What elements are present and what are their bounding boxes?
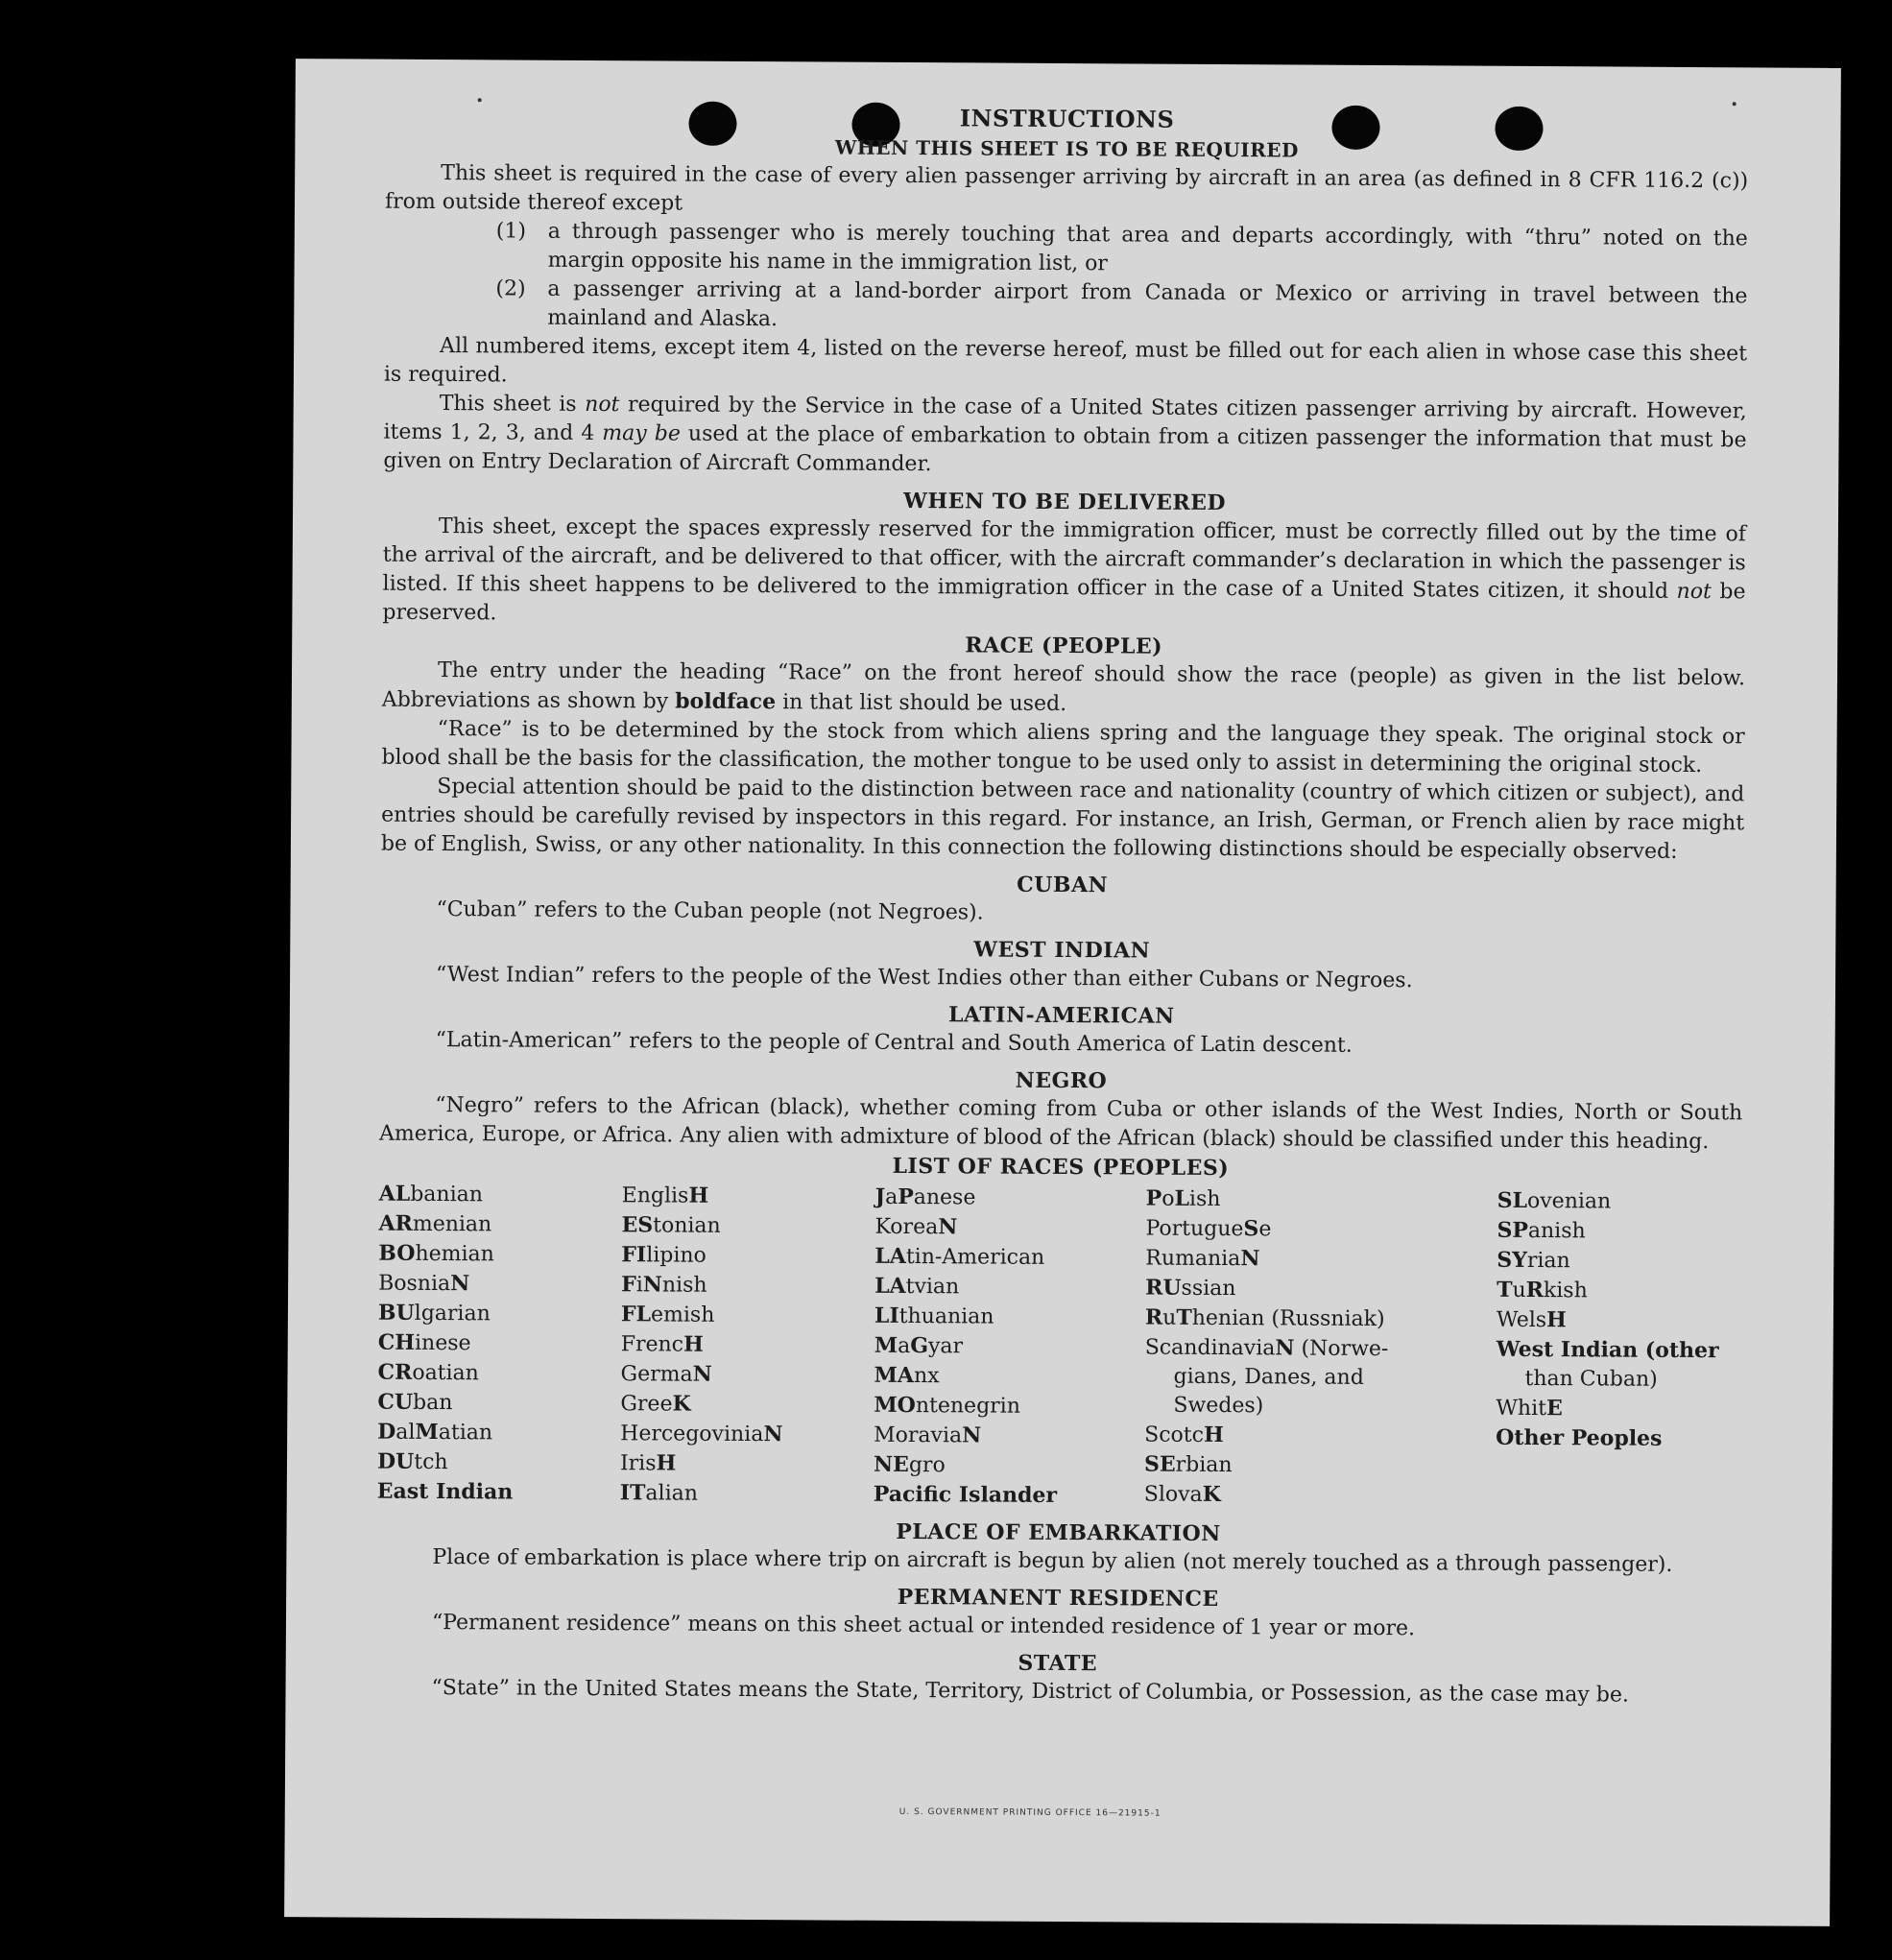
- race-entry: SlovaK: [1143, 1481, 1221, 1508]
- race-entry: SErbian: [1143, 1451, 1233, 1478]
- race-entry: gians, Danes, and: [1173, 1364, 1364, 1390]
- embarkation-text: Place of embarkation is place where trip on aircraft is begun by alien (not merely touched as a through passenger).: [432, 1545, 1673, 1577]
- race-entry: FLemish: [620, 1302, 715, 1327]
- race-entry: Pacific Islander: [873, 1481, 1058, 1508]
- race-entry: GermaN: [620, 1361, 712, 1387]
- item-number: (2): [495, 276, 526, 301]
- distinctions: [379, 867, 1744, 1158]
- item-text: a passenger arriving at a land-border airport from Canada or Mexico or arriving in travel between the mainland and Alaska.: [547, 276, 1748, 332]
- distinction-heading: LATIN-AMERICAN: [947, 1002, 1175, 1029]
- race-list-heading: LIST OF RACES (PEOPLES): [892, 1153, 1230, 1182]
- race-entry: CHinese: [377, 1329, 471, 1356]
- race-entry: FIlipino: [621, 1242, 707, 1268]
- numbered-items-paragraph: All numbered items, except item 4, listed on the reverse hereof, must be filled out for each alien in whose case this sheet is required.: [383, 334, 1748, 388]
- race-entry: West Indian (other: [1496, 1336, 1719, 1364]
- race-entry: WhitE: [1496, 1396, 1563, 1422]
- when-required-intro: This sheet is required in the case of every alien passenger arriving by aircraft in an area (as defined in 8 CFR 116.2 (c)) from outside thereof except: [384, 161, 1749, 216]
- race-entry: PoLish: [1145, 1185, 1221, 1212]
- race-entry: KoreaN: [874, 1214, 958, 1240]
- distinction-text: “Cuban” refers to the Cuban people (not Negroes).: [436, 897, 984, 925]
- race-column: [1144, 1184, 1497, 1514]
- race-entry: CUban: [377, 1389, 453, 1416]
- race-entry: MaGyar: [874, 1332, 964, 1359]
- race-entry: SPanish: [1497, 1217, 1586, 1244]
- race-entry: BOhemian: [378, 1240, 494, 1267]
- item-text: a through passenger who is merely touching that area and departs accordingly, with “thru” noted on the margin opposite his name in the immigration list, or: [547, 219, 1748, 276]
- citizen-paragraph: This sheet is not required by the Service in the case of a United States citizen passenger arriving by aircraft. However, items 1, 2, 3, and 4 may be used at the place of embarkation to obtain from a citizen passenger the information that must be given on Entry Declaration of Aircraft Commander.: [383, 392, 1747, 477]
- race-entry: ALbanian: [378, 1181, 484, 1207]
- race-entry: LAtvian: [874, 1273, 960, 1300]
- when-required-heading: WHEN THIS SHEET IS TO BE REQUIRED: [834, 135, 1299, 162]
- when-delivered-heading: WHEN TO BE DELIVERED: [903, 488, 1227, 516]
- race-entry: East Indian: [376, 1478, 514, 1505]
- race-column: [377, 1180, 622, 1509]
- race-entry: HercegoviniaN: [620, 1422, 783, 1447]
- exception-item: [496, 217, 1748, 282]
- race-entry: LAtin-American: [874, 1243, 1045, 1270]
- item-number: (1): [495, 219, 527, 244]
- race-entry: SYrian: [1497, 1247, 1570, 1274]
- race-entry: SLovenian: [1497, 1187, 1612, 1214]
- speck: [1733, 102, 1736, 106]
- race-paragraph: “Race” is to be determined by the stock from which aliens spring and the language they speak. The original stock or blood shall be the basis for the classification, the mother tongue to be used only to assist in determining the original stock.: [381, 717, 1745, 778]
- race-entry: RUssian: [1145, 1275, 1236, 1302]
- race-entry: Other Peoples: [1496, 1424, 1663, 1451]
- race-entry: ScandinaviaN (Norwe-: [1144, 1335, 1389, 1362]
- race-column: [874, 1183, 1146, 1512]
- race-entry: MAnx: [874, 1362, 940, 1389]
- race-list: [377, 1180, 1742, 1516]
- race-entry: ScotcH: [1144, 1422, 1224, 1448]
- distinction-text: “Latin-American” refers to the people of Central and South America of Latin descent.: [435, 1028, 1353, 1058]
- embarkation-heading: PLACE OF EMBARKATION: [896, 1518, 1221, 1547]
- race-column: [620, 1181, 875, 1510]
- race-entry: TuRkish: [1497, 1277, 1588, 1303]
- state-heading: STATE: [1018, 1650, 1098, 1677]
- race-entry: EStonian: [621, 1212, 721, 1238]
- race-entry: ITalian: [619, 1480, 699, 1506]
- state-text: “State” in the United States means the State, Territory, District of Columbia, or Possession, as the case may be.: [431, 1675, 1630, 1708]
- race-entry: Swedes): [1173, 1393, 1264, 1419]
- race-entry: GreeK: [620, 1391, 691, 1417]
- race-entry: ARmenian: [378, 1210, 492, 1237]
- race-paragraph: The entry under the heading “Race” on the front hereof should show the race (people) as given in the list below. Abbreviations as shown by boldface in that list should be used.: [381, 658, 1746, 717]
- instructions-title: INSTRUCTIONS: [959, 104, 1175, 133]
- race-entry: EnglisH: [621, 1183, 709, 1208]
- race-entry: IrisH: [619, 1450, 677, 1476]
- race-entry: RuThenian (Russniak): [1144, 1304, 1385, 1332]
- race-column: [1496, 1186, 1742, 1516]
- race-entry: WelsH: [1496, 1307, 1567, 1333]
- race-entry: JaPanese: [874, 1183, 976, 1210]
- printing-office-footer: U. S. GOVERNMENT PRINTING OFFICE 16—21915-1: [898, 1806, 1162, 1819]
- race-entry: MoraviaN: [874, 1422, 982, 1448]
- residence-text: “Permanent residence” means on this sheet actual or intended residence of 1 year or more.: [431, 1610, 1416, 1641]
- document-sheet: [284, 59, 1841, 1926]
- race-entry: FiNnish: [621, 1272, 707, 1298]
- race-entry: BosniaN: [378, 1271, 470, 1297]
- race-entry: than Cuban): [1524, 1366, 1658, 1392]
- race-entry: CRoatian: [377, 1359, 479, 1386]
- exception-item: [495, 275, 1747, 340]
- race-entry: MOntenegrin: [874, 1392, 1021, 1419]
- race-heading: RACE (PEOPLE): [965, 633, 1163, 659]
- distinction-heading: CUBAN: [1017, 872, 1109, 898]
- distinction-text: “Negro” refers to the African (black), whether coming from Cuba or other islands of the West Indies, North or South America, Europe, or Africa. Any alien with admixture of blood of the African (black) should be classified under this heading.: [379, 1093, 1743, 1155]
- distinction-heading: WEST INDIAN: [973, 937, 1151, 964]
- race-entry: DUtch: [376, 1448, 448, 1475]
- race-entry: RumaniaN: [1145, 1246, 1260, 1272]
- race-entry: LIthuanian: [874, 1303, 994, 1329]
- instructions-content: [375, 100, 1748, 1711]
- when-delivered-text: This sheet, except the spaces expressly reserved for the immigration officer, must be correctly filled out by the time of the arrival of the aircraft, and be delivered to that officer, with the aircraft commander’s declaration in which the passenger is listed. If this sheet happens to be delivered to the immigration officer in the case of a United States citizen, it should not be preserved.: [382, 514, 1747, 626]
- race-entry: NEgro: [873, 1451, 946, 1478]
- residence-heading: PERMANENT RESIDENCE: [897, 1584, 1219, 1613]
- distinction-heading: NEGRO: [1015, 1067, 1108, 1094]
- distinction-text: “West Indian” refers to the people of the West Indies other than either Cubans or Negroes.: [436, 963, 1413, 993]
- race-entry: DalMatian: [377, 1419, 493, 1446]
- race-paragraph: Special attention should be paid to the distinction between race and nationality (country of which citizen or subject), and entries should be carefully revised by inspectors in this regard. For instance, an Irish, German, or French alien by race might be of English, Swiss, or any other nationality. In this connection the following distinctions should be especially observed:: [380, 775, 1745, 864]
- race-entry: PortugueSe: [1145, 1216, 1272, 1242]
- race-entry: FrencH: [620, 1331, 704, 1357]
- race-entry: BUlgarian: [377, 1300, 491, 1327]
